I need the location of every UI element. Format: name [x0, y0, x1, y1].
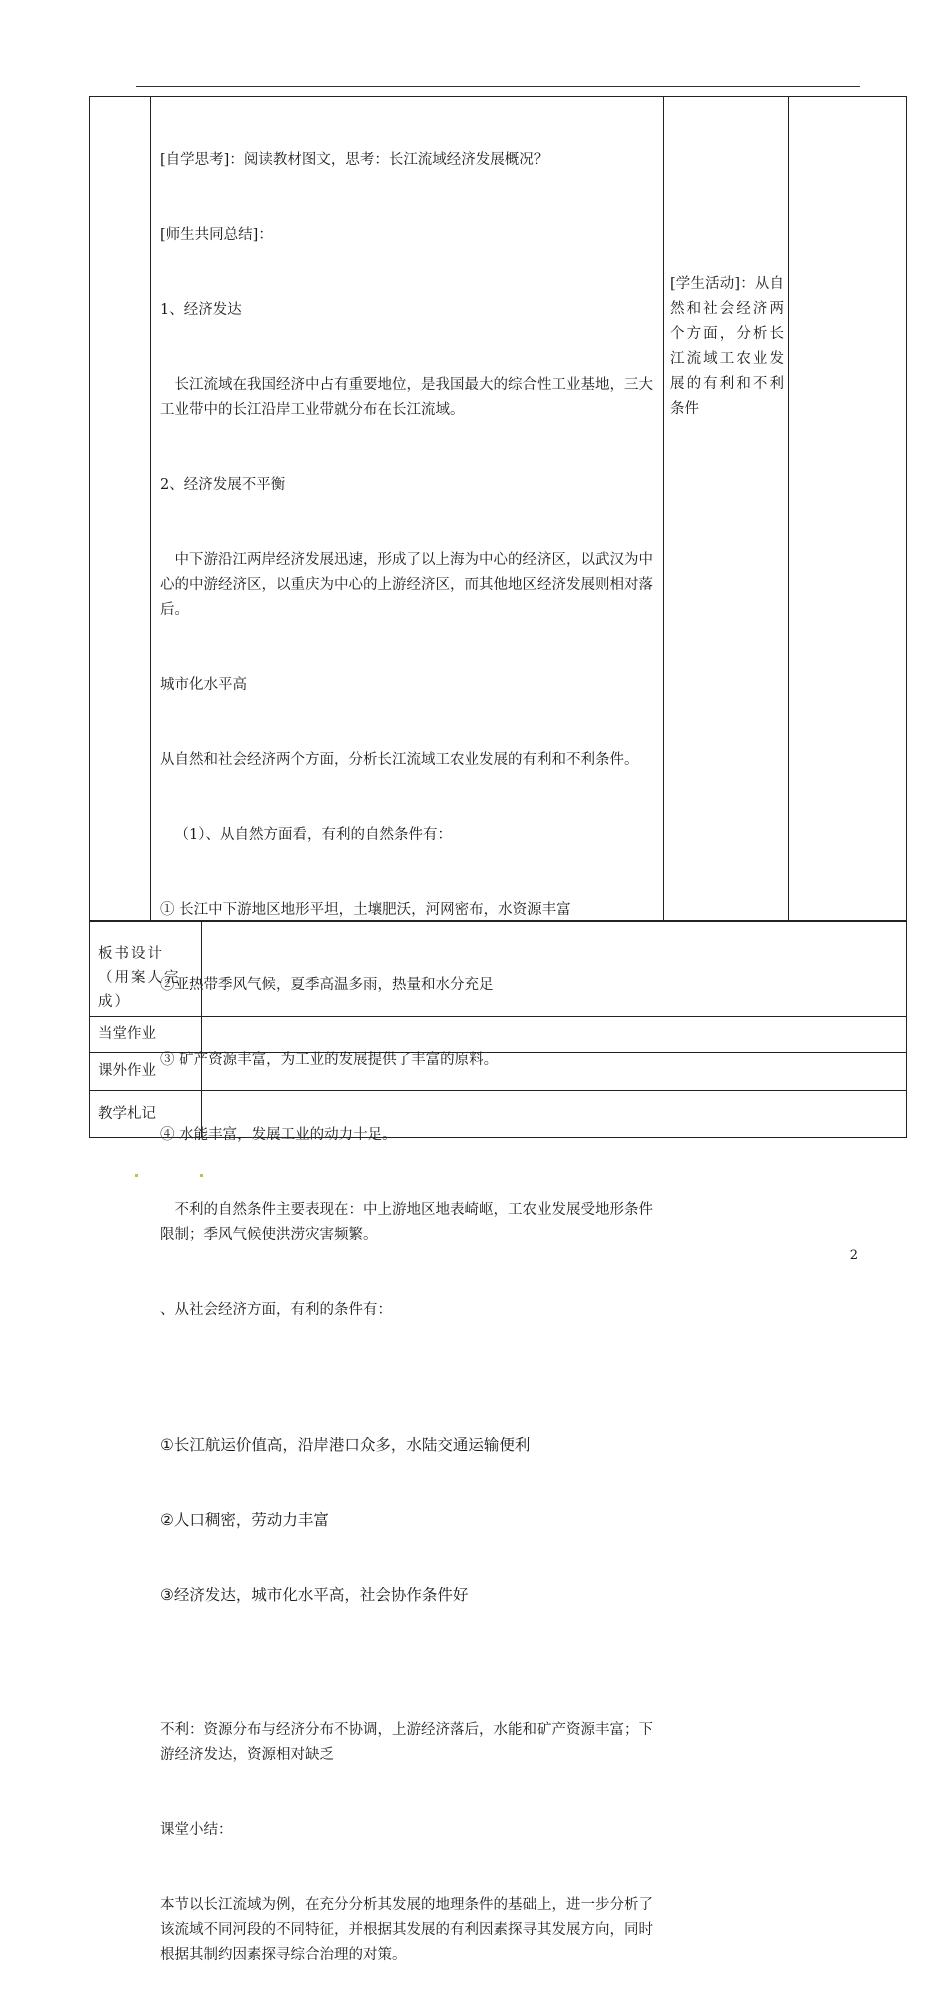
social-disadvantages: 不利：资源分布与经济分布不协调，上游经济落后，水能和矿产资源丰富；下游经济发达，资源相对缺乏: [160, 1722, 653, 1763]
page-number: 2: [849, 1248, 858, 1263]
urbanization-line: 城市化水平高: [160, 677, 247, 693]
analysis-task: 从自然和社会经济两个方面，分析长江流域工农业发展的有利和不利条件。: [160, 752, 639, 768]
natural-item-2: ②亚热带季风气候，夏季高温多雨，热量和水分充足: [160, 977, 494, 993]
social-item-2: ②人口稠密，劳动力丰富: [160, 1511, 329, 1529]
teaching-notes-label: 教学札记: [98, 1106, 156, 1122]
point-2-heading: 2、经济发展不平衡: [160, 477, 286, 493]
board-design-label: 板书设计（用案人完成）: [98, 946, 181, 1010]
row-divider-3: [89, 1090, 907, 1091]
lower-table: [89, 920, 907, 1138]
social-item-3: ③经济发达，城市化水平高，社会协作条件好: [160, 1586, 469, 1604]
class-homework-label: 当堂作业: [98, 1026, 156, 1042]
lower-col-divider: [201, 920, 202, 1138]
row-divider-2: [89, 1052, 907, 1053]
self-study-prompt: [自学思考]：阅读教材图文，思考：长江流域经济发展概况？: [160, 152, 549, 168]
col-divider-3: [788, 96, 789, 922]
col-divider-1: [150, 96, 151, 922]
row-divider-1: [89, 1016, 907, 1017]
point-1-body: 长江流域在我国经济中占有重要地位，是我国最大的综合性工业基地，三大工业带中的长江沿岸工业带就分布在长江流域。: [160, 377, 653, 418]
col-divider-2: [663, 96, 664, 922]
point-2-body: 中下游沿江两岸经济发展迅速，形成了以上海为中心的经济区，以武汉为中心的中游经济区，以重庆为中心的上游经济区，而其他地区经济发展则相对落后。: [160, 552, 653, 618]
social-heading: 、从社会经济方面，有利的条件有：: [160, 1302, 392, 1318]
lesson-summary-heading: 课堂小结：: [160, 1822, 233, 1838]
natural-heading: （1）、从自然方面看，有利的自然条件有：: [174, 827, 452, 843]
stray-mark-1: [135, 1174, 138, 1177]
natural-item-3: ③ 矿产资源丰富，为工业的发展提供了丰富的原料。: [160, 1052, 499, 1068]
natural-item-4: ④ 水能丰富，发展工业的动力十足。: [160, 1127, 397, 1143]
extra-homework-label: 课外作业: [98, 1063, 156, 1079]
stray-mark-2: [200, 1174, 203, 1177]
student-activity-note: [学生活动]：从自然和社会经济两个方面，分析长江流域工农业发展的有利和不利条件: [670, 276, 784, 417]
social-item-1: ①长江航运价值高，沿岸港口众多，水陆交通运输便利: [160, 1436, 531, 1454]
summary-heading: [师生共同总结]：: [160, 227, 273, 243]
header-rule: [136, 86, 860, 87]
natural-disadvantages: 不利的自然条件主要表现在：中上游地区地表崎岖，工农业发展受地形条件限制；季风气候使洪涝灾害频繁。: [160, 1202, 653, 1243]
lesson-summary-body: 本节以长江流域为例，在充分分析其发展的地理条件的基础上，进一步分析了该流域不同河段的不同特征，并根据其发展的有利因素探寻其发展方向，同时根据其制约因素探寻综合治理的对策。: [160, 1897, 653, 1963]
natural-item-1: ① 长江中下游地区地形平坦，土壤肥沃，河网密布，水资源丰富: [160, 902, 571, 918]
point-1-heading: 1、经济发达: [160, 302, 242, 318]
